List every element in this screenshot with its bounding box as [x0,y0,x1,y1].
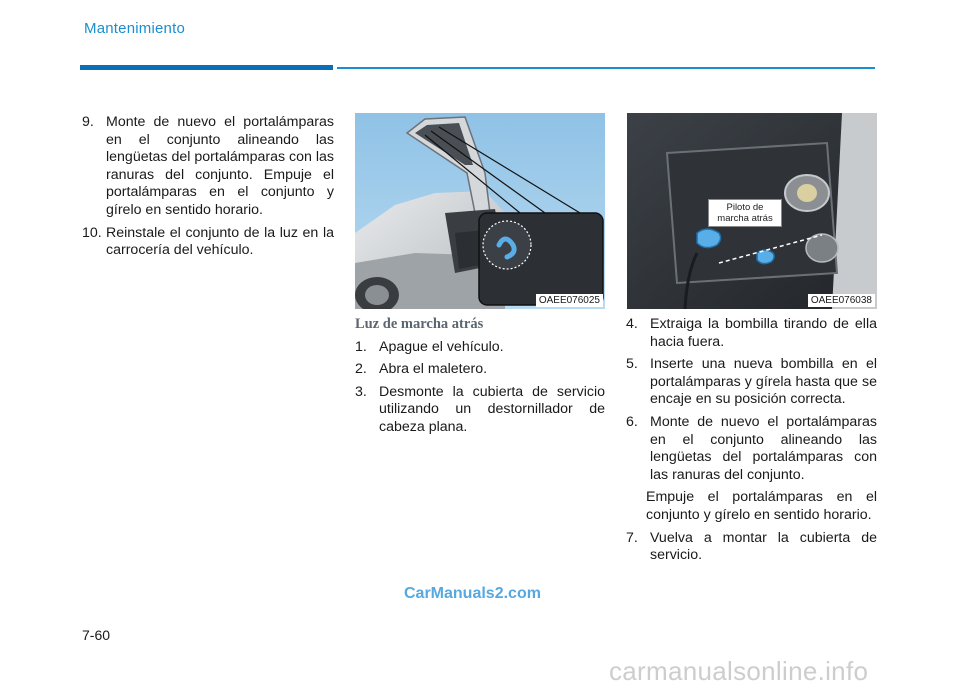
text-column-middle [355,316,605,442]
step-number: 3. [355,383,367,400]
figure-code-label: OAEE076038 [808,294,875,307]
page-number: 7-60 [82,627,111,643]
step-text: Monte de nuevo el portalámparas en el conjunto alineando las lengüetas del portalámparas con las ranuras del conjunto. Empuje el portalámparas en el conjunto y gírelo en sentido horario. [106,114,334,218]
step-item [82,225,334,260]
step-item [355,339,605,357]
step-number: 7. [626,529,638,546]
watermark-link[interactable]: CarManuals2.com [404,585,541,602]
watermark-text: carmanualsonline.info [609,656,869,686]
step-text: Extraiga la bombilla tirando de ella hacia fuera. [650,316,877,350]
trunk-illustration [355,113,605,309]
step-number: 1. [355,338,367,355]
section-title: Mantenimiento [84,20,185,37]
text-column-left [82,114,334,265]
step-item [626,316,877,351]
step-text: Vuelva a montar la cubierta de servicio. [650,529,877,564]
step-item [355,361,605,379]
step-text: Desmonte la cubierta de servicio utilizando un destornillador de cabeza plana. [379,383,605,435]
step-item [355,384,605,437]
step-number: 5. [626,356,638,373]
step-text: Reinstale el conjunto de la luz en la carrocería del vehículo. [106,224,334,259]
step-text: Inserte una nueva bombilla en el portalámparas y gírela hasta que se encaje en su posición correcta. [650,356,877,408]
figure-callout-label: Piloto de marcha atrás [708,199,782,227]
subsection-heading: Luz de marcha atrás [355,316,484,332]
step-item [626,414,877,484]
step-text: Monte de nuevo el portalámparas en el conjunto alineando las lengüetas del portalámparas con las ranuras del conjunto. [650,413,877,483]
step-number: 2. [355,361,367,378]
step-number: 6. [626,413,638,430]
step-item [626,356,877,409]
step-text: Abra el maletero. [379,361,488,378]
header-rule-thin [337,67,875,69]
step-item [626,530,877,565]
figure-code-label: OAEE076025 [536,294,603,307]
step-number: 9. [82,114,94,130]
figure-open-trunk [355,113,605,309]
step-text: Apague el vehículo. [379,338,504,355]
text-column-right [626,316,877,570]
step-number: 4. [626,316,638,332]
step-item [82,114,334,220]
step-note: Empuje el portalámparas en el conjunto y gírelo en sentido horario. [646,489,877,523]
step-number: 10. [82,224,102,241]
header-rule-thick [80,65,333,70]
